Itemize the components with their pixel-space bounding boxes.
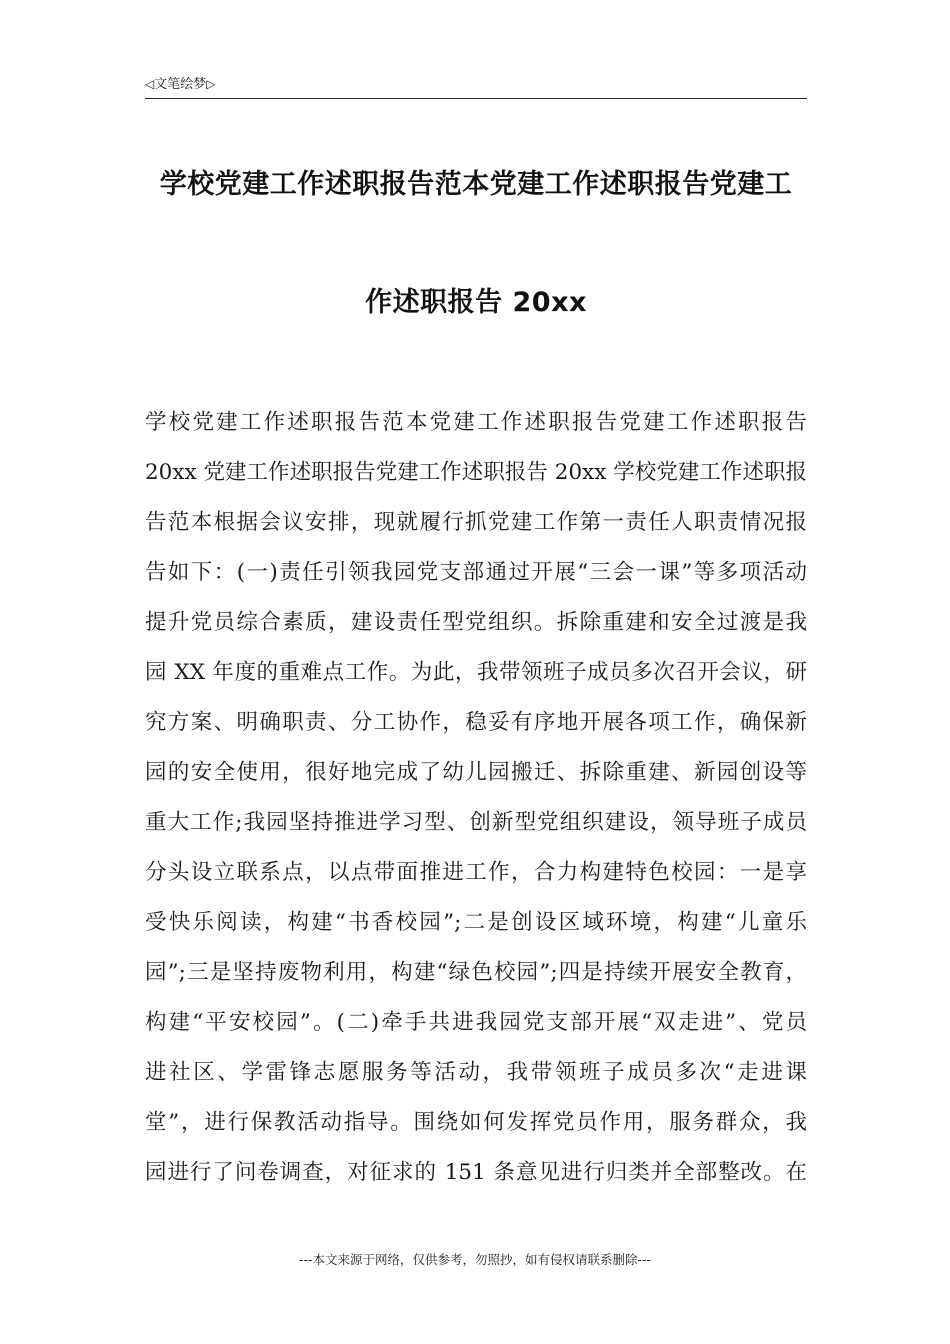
body-line: 受快乐阅读，构建“书香校园”;二是创设区域环境，构建“儿童乐: [145, 910, 807, 935]
body-line: 20xx 党建工作述职报告党建工作述职报告 20xx 学校党建工作述职报: [145, 460, 807, 485]
body-line: 园”;三是坚持废物利用，构建“绿色校园”;四是持续开展安全教育，: [145, 960, 807, 985]
body-line: 告如下：(一)责任引领我园党支部通过开展“三会一课”等多项活动: [145, 560, 807, 585]
body-line: 堂”，进行保教活动指导。围绕如何发挥党员作用，服务群众，我: [145, 1110, 807, 1135]
page-header: [145, 74, 807, 99]
right-triangle-icon: ▷: [206, 77, 216, 91]
body-line: 提升党员综合素质，建设责任型党组织。拆除重建和安全过渡是我: [145, 610, 807, 635]
body-line: 究方案、明确职责、分工协作，稳妥有序地开展各项工作，确保新: [145, 710, 807, 735]
header-text: 文笔绘梦: [154, 77, 207, 92]
body-line: 构建“平安校园”。(二)牵手共进我园党支部开展“双走进”、党员: [145, 1010, 807, 1035]
body-line: 重大工作;我园坚持推进学习型、创新型党组织建设，领导班子成员: [145, 810, 807, 835]
page-footer: ---本文来源于网络，仅供参考，勿照抄，如有侵权请联系删除---: [298, 1252, 652, 1267]
body-line: 学校党建工作述职报告范本党建工作述职报告党建工作述职报告: [145, 410, 807, 435]
body-line: 园 XX 年度的重难点工作。为此，我带领班子成员多次召开会议，研: [145, 660, 807, 685]
body-line: 园进行了问卷调查，对征求的 151 条意见进行归类并全部整改。在: [145, 1160, 807, 1185]
left-triangle-icon: ◁: [145, 77, 155, 91]
document-title-line-2: 作述职报告 20xx: [365, 287, 587, 318]
document-title-line-1: 学校党建工作述职报告范本党建工作述职报告党建工: [159, 169, 793, 200]
body-line: 进社区、学雷锋志愿服务等活动，我带领班子成员多次“走进课: [145, 1060, 807, 1085]
document-body: [145, 404, 807, 1204]
body-line: 园的安全使用，很好地完成了幼儿园搬迁、拆除重建、新园创设等: [145, 760, 807, 785]
body-line: 分头设立联系点，以点带面推进工作，合力构建特色校园：一是享: [145, 860, 807, 885]
body-line: 告范本根据会议安排，现就履行抓党建工作第一责任人职责情况报: [145, 510, 807, 535]
